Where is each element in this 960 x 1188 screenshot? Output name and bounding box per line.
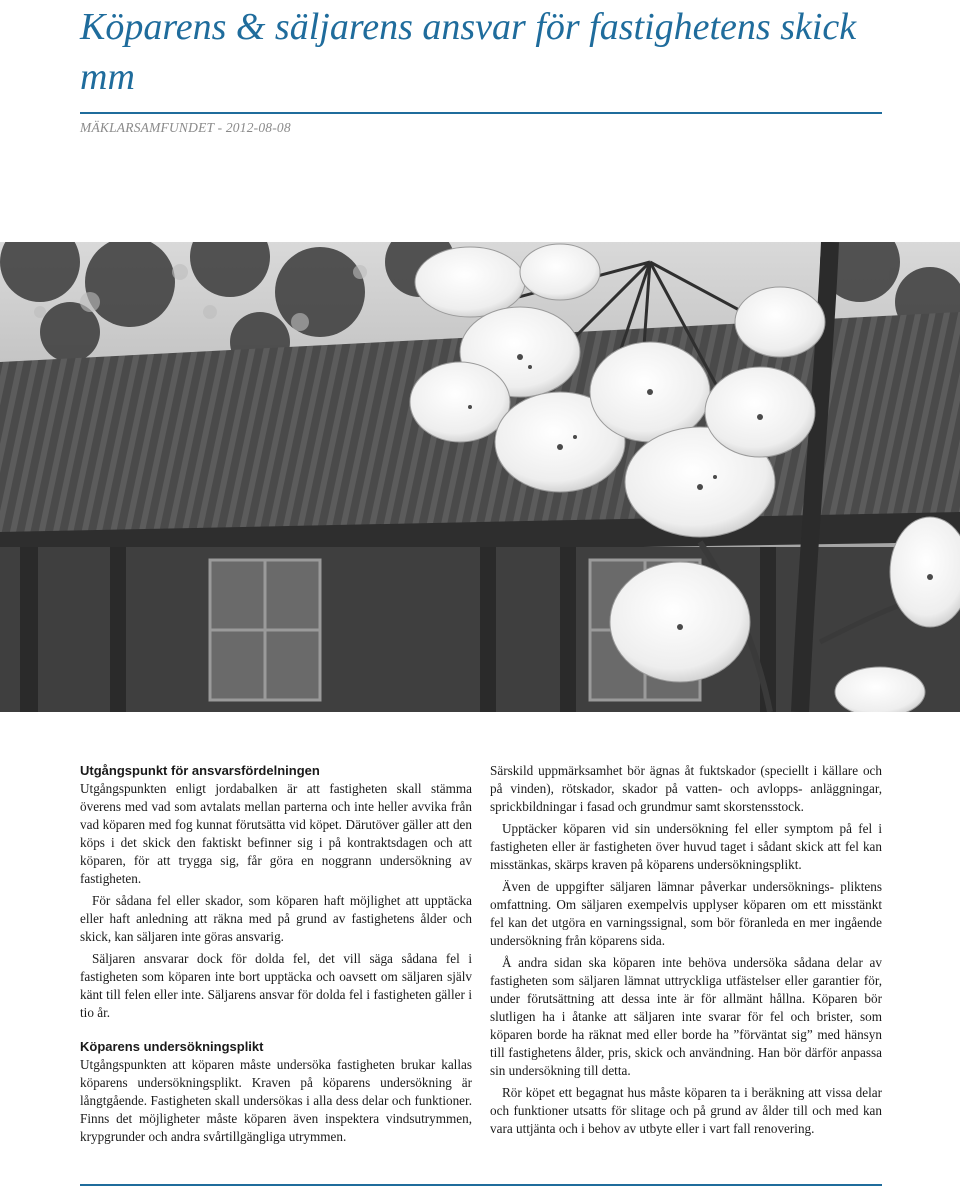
page-subtitle: MÄKLARSAMFUNDET - 2012-08-08 — [80, 120, 291, 135]
section-heading-responsibility: Utgångspunkt för ansvarsfördelningen — [80, 763, 320, 778]
left-column — [80, 762, 472, 1146]
paragraph: Rör köpet ett begagnat hus måste köparen ta i beräkning att vissa delar och funktioner utsatts för slitage och på grund av ålder till och med kan vara uttjänta och i behov av utbyte eller i vart fall renovering. — [490, 1085, 882, 1136]
paragraph: Utgångspunkten att köparen måste undersöka fastigheten brukar kallas köparens undersökningsplikt. Kraven på köparens undersökning är långtgående. Fastigheten skall undersökas i alla dess delar och funktioner. Finns det möjligheter måste köparen även inspektera vindsutrymmen, krypgrunder och andra svårtillgängliga utrymmen. — [80, 1057, 472, 1144]
paragraph: Även de uppgifter säljaren lämnar påverkar undersöknings- pliktens omfattning. Om säljaren exempelvis upplyser köparen om ett misstänkt fel kan det utgöra en varningssignal, som bör föranleda en mer ingående undersökning från köparens sida. — [490, 879, 882, 948]
paragraph: Upptäcker köparen vid sin undersökning fel eller symptom på fel i fastigheten eller är fastigheten över huvud taget i sådant skick att fel kan misstänkas, skärps kraven på köparens undersökningsplikt. — [490, 821, 882, 872]
paragraph: Säljaren ansvarar dock för dolda fel, det vill säga sådana fel i fastigheten som köparen inte bort upptäcka och oavsett om säljaren själv känt till felen eller inte. Säljarens ansvar för dolda fel i fastigheten gäller i tio år. — [80, 951, 472, 1020]
cherry-blossom-photo — [0, 242, 960, 712]
paragraph: Utgångspunkten enligt jordabalken är att fastigheten skall stämma överens med vad som avtalats mellan parterna och inte heller avvika från vad köparen med fog kunnat förutsätta vid köpet. Därutöver gäller att den köps i det skick den faktiskt befinner sig i på kontraktsdagen och att köparen, för att trygga sig, får göra en noggrann undersökning av fastigheten. — [80, 781, 472, 886]
paragraph: Å andra sidan ska köparen inte behöva undersöka sådana delar av fastigheten som säljaren lämnat uttryckliga utfästelser eller garantier för, under förutsättning att dessa inte är för allmänt hållna. Köparen bör slutligen ha i åtanke att säljaren inte svarar för fel och brister, som köparen borde ha räknat med eller borde ha ”förväntat sig” med hänsyn till fastighetens ålder, pris, skick och användning. Han bör därför anpassa sin undersökning till detta. — [490, 955, 882, 1078]
page-title: Köparens & säljarens ansvar för fastighetens skick mm — [80, 6, 857, 98]
footer-rule — [80, 1184, 882, 1186]
paragraph: För sådana fel eller skador, som köparen haft möjlighet att upptäcka eller haft anledning att räkna med på grund av fastighetens ålder och skick, kan säljaren inte göras ansvarig. — [80, 893, 472, 944]
title-rule — [80, 112, 882, 114]
section-heading-inspection-duty: Köparens undersökningsplikt — [80, 1039, 264, 1054]
right-column — [490, 762, 882, 1138]
paragraph: Särskild uppmärksamhet bör ägnas åt fuktskador (speciellt i källare och på vinden), rötskador, skador på vatten- och avlopps- anläggningar, sprickbildningar i fasad och grundmur samt skorstensstock. — [490, 763, 882, 814]
